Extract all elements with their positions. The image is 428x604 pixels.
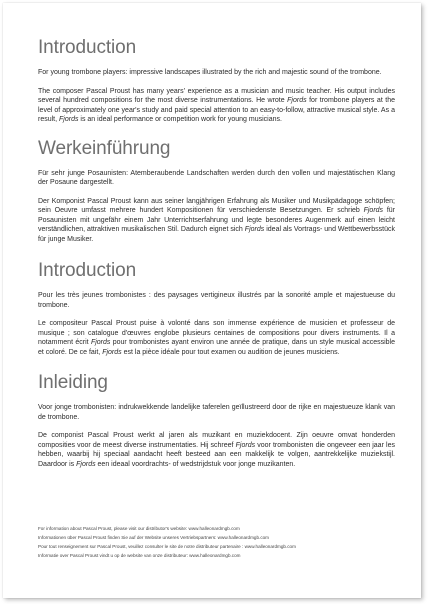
text-run: für Posaunisten mit ungefähr einem Jahr Unterrichtserfahrung und legte besonderes Augenmerk auf einen leicht verständlichen, attraktiven musikalischen Stil. Dadurch eignet sich (38, 207, 395, 233)
text-run: est la pièce idéale pour tout examen ou audition de jeunes musiciens. (121, 348, 340, 356)
page-content (38, 37, 395, 478)
paragraph (38, 291, 395, 310)
text-run: for trombone players at the level of approximately one year's study and paid special attention to an easy-to-follow, attractive musical style. As a result, (38, 97, 396, 123)
section-heading-dutch: Inleiding (38, 372, 108, 393)
section-heading-german: Werkeinführung (38, 137, 171, 159)
text-run: pour trombonistes ayant environ une année de pratique, dans un style musical accessible et coloré. De ce fait, (38, 339, 395, 356)
footer-line-french: Pour tout renseignement sur Pascal Proust, veuillez consulter le site de notre distributeur partenaire : www.halleonardmgb.com (38, 544, 296, 549)
italic-title-run: Fjords (59, 116, 79, 123)
italic-title-run: Fjords (244, 226, 265, 233)
paragraph (38, 197, 395, 245)
text-run: Der Komponist Pascal Proust kann aus seiner langjährigen Erfahrung als Musiker und Musikpädagoge schöpfen; sein Oeuvre umfasst mehrere hundert Kompositionen für verschiedenste Besetzungen. Er schrieb (38, 197, 395, 214)
italic-title-run: Fjords (363, 207, 384, 214)
text-run: De componist Pascal Proust werkt al jaren als muzikant en muziekdocent. Zijn oeuvre omvat honderden composities voor de meest diverse instrumentaties. Hij schreef (38, 432, 395, 449)
section-dutch (38, 372, 395, 469)
text-run: Le compositeur Pascal Proust puise à volonté dans son immense expérience de musicien et professeur de musique ; son catalogue d'œuvres englobe plusieurs centaines de compositions pour divers instruments. Il a notamment écrit (38, 320, 395, 346)
distributor-footer (38, 524, 395, 560)
text-run: Für sehr junge Posaunisten: Atemberaubende Landschaften werden durch den vollen und majestätischen Klang der Posaune dargestellt. (38, 169, 395, 186)
text-run: For young trombone players: impressive landscapes illustrated by the rich and majestic sound of the trombone. (38, 69, 382, 76)
text-run: Pour les très jeunes trombonistes : des paysages vertigineux illustrés par la sonorité ample et majestueuse du trombone. (38, 292, 395, 309)
italic-title-run: Fjords (102, 348, 122, 356)
paragraph (38, 68, 395, 78)
text-run: een ideaal voordrachts- of wedstrijdstuk voor jonge muzikanten. (95, 460, 296, 468)
paragraph (38, 403, 395, 422)
footer-line-english: For information about Pascal Proust, please visit our distributor's website: www.halleonardmgb.com (38, 526, 240, 531)
paragraph (38, 169, 395, 188)
text-run: ideal als Vortrags- und Wettbewerbsstück für junge Musiker. (38, 226, 395, 243)
italic-title-run: Fjords (76, 460, 96, 468)
paragraph (38, 319, 395, 357)
document-page (3, 3, 421, 598)
section-english (38, 37, 395, 125)
text-run: Voor jonge trombonisten: indrukwekkende landelijke taferelen geïllustreerd door de rijke en majestueuze klank van de trombone. (38, 404, 395, 421)
text-run: The composer Pascal Proust has many years' experience as a musician and music teacher. His output includes several hundred compositions for the most diverse instrumentations. He wrote (38, 87, 395, 104)
paragraph (38, 87, 395, 125)
footer-line-dutch: Informatie over Pascal Proust vindt u op de website van onze distributeur: www.halleonardmgb.com (38, 553, 241, 558)
text-run: is an ideal performance or competition work for young musicians. (78, 116, 282, 123)
section-french (38, 260, 395, 357)
paragraph (38, 431, 395, 469)
italic-title-run: Fjords (287, 97, 307, 104)
section-heading-french: Introduction (38, 260, 137, 281)
italic-title-run: Fjords (235, 441, 256, 449)
italic-title-run: Fjords (90, 339, 111, 346)
section-heading-english: Introduction (38, 37, 137, 58)
text-run: voor trombonisten die ongeveer een jaar les hebben, waarbij hij speciaal aandacht heeft besteed aan een makkelijk te volgen, aantrekkelijke muziekstijl. Daardoor is (38, 441, 395, 468)
footer-line-german: Informationen über Pascal Proust finden Sie auf der Website unseres Vertriebspartners: www.halleonardmgb.com (38, 535, 269, 540)
section-german (38, 138, 395, 245)
